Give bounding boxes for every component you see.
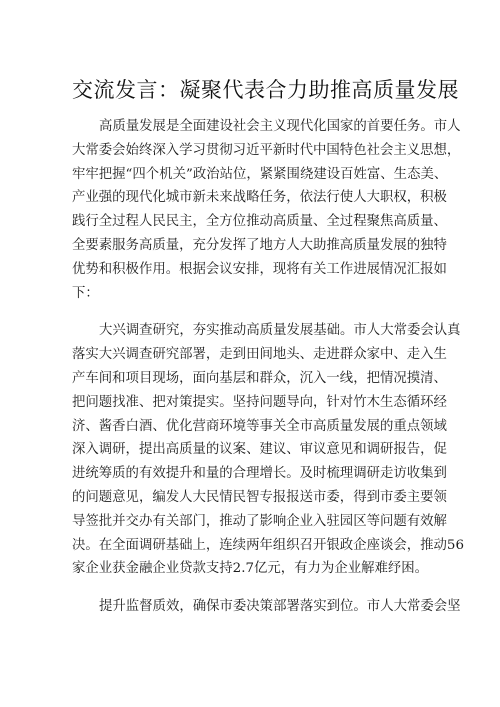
paragraph-line: 高质量发展是全面建设社会主义现代化国家的首要任务。市人 <box>99 119 461 134</box>
paragraph-line: 产业强的现代化城市新未来战略任务，依法行使人大职权，积极 <box>72 190 447 206</box>
paragraph-line: 践行全过程人民民主，全方位推动高质量、全过程聚焦高质量、 <box>72 214 447 230</box>
paragraph-line: 的问题意见，编发人大民情民智专报报送市委，得到市委主要领 <box>72 489 447 505</box>
paragraph-line: 全要素服务高质量，充分发挥了地方人大助推高质量发展的独特 <box>72 237 447 253</box>
paragraph-line: 深入调研，提出高质量的议案、建议、审议意见和调研报告，促 <box>72 442 447 458</box>
paragraph-line: 把问题找准、把对策提实。坚持问题导向，针对竹木生态循环经 <box>72 394 447 410</box>
paragraph-line: 大兴调查研究，夯实推动高质量发展基础。市人大常委会认真 <box>99 323 461 339</box>
paragraph-line: 提升监督质效，确保市委决策部署落实到位。市人大常委会坚 <box>99 599 461 615</box>
paragraph-line: 产车间和项目现场，面向基层和群众，沉入一线，把情况摸清、 <box>72 370 447 386</box>
paragraph-line: 进统筹质的有效提升和量的合理增长。及时梳理调研走访收集到 <box>72 466 447 482</box>
paragraph-2 <box>72 319 464 581</box>
paragraph-line: 济、酱香白酒、优化营商环境等事关全市高质量发展的重点领域 <box>72 418 447 434</box>
paragraph-line: 优势和积极作用。根据会议安排，现将有关工作进展情况汇报如 <box>72 261 447 277</box>
paragraph-line: 牢牢把握“四个机关”政治站位，紧紧围绕建设百姓富、生态美、 <box>72 166 448 182</box>
paragraph-line: 大常委会始终深入学习贯彻习近平新时代中国特色社会主义思想， <box>72 142 461 158</box>
paragraph-line: 家企业获金融企业贷款支持2.7亿元，有力为企业解难纾困。 <box>72 561 429 577</box>
paragraph-line: 决。在全面调研基础上，连续两年组织召开银政企座谈会，推动56 <box>72 537 464 553</box>
paragraph-3 <box>72 595 461 619</box>
paragraph-line: 导签批并交办有关部门，推动了影响企业入驻园区等问题有效解 <box>72 513 447 529</box>
document-body <box>72 115 464 633</box>
document-title: 交流发言：凝聚代表合力助推高质量发展 <box>72 78 459 102</box>
paragraph-line: 落实大兴调查研究部署，走到田间地头、走进群众家中、走入生 <box>72 347 447 363</box>
paragraph-1 <box>72 115 461 305</box>
paragraph-line: 下： <box>72 285 99 301</box>
